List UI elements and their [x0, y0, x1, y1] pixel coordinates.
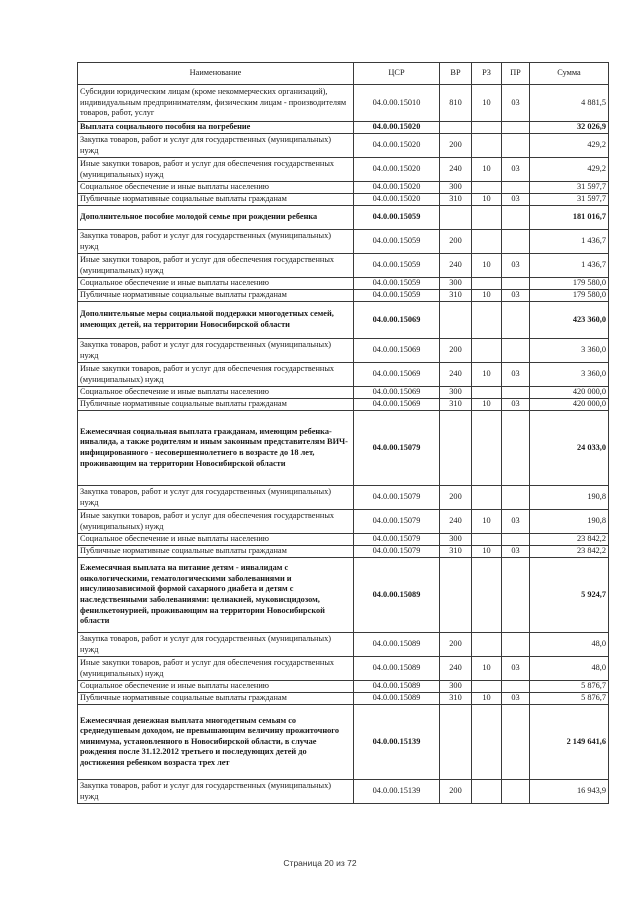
- cell-pr: [502, 230, 530, 254]
- cell-sum: 3 360,0: [530, 339, 609, 363]
- cell-vr: 310: [440, 546, 472, 558]
- cell-rz: [472, 534, 502, 546]
- table-row-section: [78, 302, 609, 339]
- cell-sum: 429,2: [530, 158, 609, 182]
- cell-rz: [472, 780, 502, 804]
- cell-rz: 10: [472, 290, 502, 302]
- table-row-section: [78, 705, 609, 780]
- cell-pr: [502, 633, 530, 657]
- cell-rz: 10: [472, 399, 502, 411]
- cell-vr: 200: [440, 486, 472, 510]
- cell-sum: 48,0: [530, 633, 609, 657]
- cell-sum: 31 597,7: [530, 182, 609, 194]
- cell-sum: 31 597,7: [530, 194, 609, 206]
- cell-pr: 03: [502, 363, 530, 387]
- table-row: [78, 510, 609, 534]
- cell-vr: 240: [440, 363, 472, 387]
- cell-csr: 04.0.00.15089: [354, 633, 440, 657]
- cell-pr: [502, 339, 530, 363]
- cell-rz: 10: [472, 254, 502, 278]
- cell-sum: 181 016,7: [530, 206, 609, 230]
- cell-vr: [440, 558, 472, 633]
- cell-vr: 200: [440, 780, 472, 804]
- cell-name: Ежемесячная социальная выплата гражданам, имеющим ребенка-инвалида, а также родителям и иным законным представителям ВИЧ-инфицированного - несовершеннолетнего в возрасте до 18 лет, проживающим на территории Новосибирской области: [78, 411, 354, 486]
- table-row-section: [78, 411, 609, 486]
- table-row: [78, 633, 609, 657]
- cell-rz: [472, 230, 502, 254]
- table-row: [78, 387, 609, 399]
- cell-vr: 200: [440, 339, 472, 363]
- cell-rz: [472, 278, 502, 290]
- cell-pr: 03: [502, 85, 530, 122]
- cell-sum: 190,8: [530, 486, 609, 510]
- cell-csr: 04.0.00.15139: [354, 780, 440, 804]
- cell-csr: 04.0.00.15089: [354, 693, 440, 705]
- cell-rz: 10: [472, 510, 502, 534]
- cell-vr: 300: [440, 534, 472, 546]
- cell-rz: [472, 411, 502, 486]
- cell-name: Закупка товаров, работ и услуг для государственных (муниципальных) нужд: [78, 230, 354, 254]
- cell-rz: 10: [472, 546, 502, 558]
- cell-rz: [472, 558, 502, 633]
- table-row: [78, 546, 609, 558]
- cell-pr: [502, 411, 530, 486]
- cell-sum: 23 842,2: [530, 546, 609, 558]
- cell-pr: 03: [502, 254, 530, 278]
- cell-name: Публичные нормативные социальные выплаты гражданам: [78, 399, 354, 411]
- table-row: [78, 278, 609, 290]
- cell-name: Иные закупки товаров, работ и услуг для обеспечения государственных (муниципальных) нужд: [78, 363, 354, 387]
- cell-vr: 240: [440, 657, 472, 681]
- header-pr: ПР: [502, 63, 530, 85]
- table-row: [78, 681, 609, 693]
- cell-sum: 48,0: [530, 657, 609, 681]
- table-row: [78, 158, 609, 182]
- header-rz: РЗ: [472, 63, 502, 85]
- cell-pr: 03: [502, 194, 530, 206]
- cell-sum: 1 436,7: [530, 230, 609, 254]
- cell-csr: 04.0.00.15020: [354, 194, 440, 206]
- cell-rz: [472, 705, 502, 780]
- cell-sum: 3 360,0: [530, 363, 609, 387]
- cell-name: Публичные нормативные социальные выплаты гражданам: [78, 290, 354, 302]
- cell-pr: [502, 206, 530, 230]
- cell-csr: 04.0.00.15089: [354, 558, 440, 633]
- table-row: [78, 693, 609, 705]
- cell-sum: 32 026,9: [530, 122, 609, 134]
- cell-pr: [502, 122, 530, 134]
- cell-csr: 04.0.00.15069: [354, 387, 440, 399]
- cell-name: Выплата социального пособия на погребение: [78, 122, 354, 134]
- cell-vr: [440, 206, 472, 230]
- cell-name: Закупка товаров, работ и услуг для государственных (муниципальных) нужд: [78, 486, 354, 510]
- cell-sum: 429,2: [530, 134, 609, 158]
- cell-csr: 04.0.00.15079: [354, 546, 440, 558]
- cell-name: Субсидии юридическим лицам (кроме некоммерческих организаций), индивидуальным предпринимателям, физическим лицам - производителям товаров, работ, услуг: [78, 85, 354, 122]
- cell-vr: 200: [440, 633, 472, 657]
- cell-pr: 03: [502, 657, 530, 681]
- cell-pr: [502, 387, 530, 399]
- cell-pr: [502, 182, 530, 194]
- table-row-section: [78, 558, 609, 633]
- cell-rz: [472, 302, 502, 339]
- cell-csr: 04.0.00.15059: [354, 254, 440, 278]
- cell-pr: [502, 534, 530, 546]
- cell-rz: [472, 134, 502, 158]
- cell-csr: 04.0.00.15020: [354, 134, 440, 158]
- cell-rz: [472, 387, 502, 399]
- table-row: [78, 134, 609, 158]
- table-row-section: [78, 206, 609, 230]
- cell-rz: [472, 681, 502, 693]
- cell-sum: 23 842,2: [530, 534, 609, 546]
- cell-sum: 420 000,0: [530, 399, 609, 411]
- table-row-section: [78, 122, 609, 134]
- cell-pr: 03: [502, 546, 530, 558]
- cell-name: Закупка товаров, работ и услуг для государственных (муниципальных) нужд: [78, 633, 354, 657]
- cell-name: Иные закупки товаров, работ и услуг для обеспечения государственных (муниципальных) нужд: [78, 657, 354, 681]
- budget-table: [77, 62, 609, 804]
- cell-csr: 04.0.00.15059: [354, 206, 440, 230]
- table-row: [78, 182, 609, 194]
- cell-vr: [440, 705, 472, 780]
- header-csr: ЦСР: [354, 63, 440, 85]
- cell-rz: [472, 339, 502, 363]
- cell-name: Социальное обеспечение и иные выплаты населению: [78, 387, 354, 399]
- cell-vr: 310: [440, 693, 472, 705]
- cell-vr: [440, 302, 472, 339]
- cell-csr: 04.0.00.15020: [354, 158, 440, 182]
- cell-csr: 04.0.00.15059: [354, 278, 440, 290]
- cell-csr: 04.0.00.15089: [354, 657, 440, 681]
- cell-name: Закупка товаров, работ и услуг для государственных (муниципальных) нужд: [78, 339, 354, 363]
- cell-rz: [472, 182, 502, 194]
- cell-vr: 310: [440, 399, 472, 411]
- cell-name: Иные закупки товаров, работ и услуг для обеспечения государственных (муниципальных) нужд: [78, 158, 354, 182]
- cell-rz: [472, 633, 502, 657]
- table-row: [78, 399, 609, 411]
- cell-sum: 16 943,9: [530, 780, 609, 804]
- cell-sum: 5 876,7: [530, 693, 609, 705]
- cell-pr: [502, 134, 530, 158]
- header-vr: ВР: [440, 63, 472, 85]
- cell-vr: 810: [440, 85, 472, 122]
- cell-name: Закупка товаров, работ и услуг для государственных (муниципальных) нужд: [78, 134, 354, 158]
- cell-name: Ежемесячная выплата на питание детям - инвалидам с онкологическими, гематологическими заболеваниями и инсулинозависимой формой сахарного диабета и детям с наследственными заболеваниями: целиакией, муковисцидозом, фенилкетонурией, проживающим на территории Новосибирской области: [78, 558, 354, 633]
- cell-name: Дополнительные меры социальной поддержки многодетных семей, имеющих детей, на территории Новосибирской области: [78, 302, 354, 339]
- cell-rz: 10: [472, 693, 502, 705]
- cell-csr: 04.0.00.15069: [354, 363, 440, 387]
- cell-sum: 420 000,0: [530, 387, 609, 399]
- cell-csr: 04.0.00.15020: [354, 122, 440, 134]
- cell-name: Закупка товаров, работ и услуг для государственных (муниципальных) нужд: [78, 780, 354, 804]
- cell-rz: [472, 486, 502, 510]
- cell-csr: 04.0.00.15089: [354, 681, 440, 693]
- cell-name: Социальное обеспечение и иные выплаты населению: [78, 278, 354, 290]
- cell-vr: 300: [440, 278, 472, 290]
- cell-sum: 1 436,7: [530, 254, 609, 278]
- cell-rz: [472, 122, 502, 134]
- table-row: [78, 657, 609, 681]
- header-sum: Сумма: [530, 63, 609, 85]
- table-row: [78, 194, 609, 206]
- cell-pr: [502, 681, 530, 693]
- cell-vr: 300: [440, 387, 472, 399]
- cell-pr: [502, 278, 530, 290]
- cell-pr: [502, 302, 530, 339]
- cell-csr: 04.0.00.15079: [354, 510, 440, 534]
- cell-name: Иные закупки товаров, работ и услуг для обеспечения государственных (муниципальных) нужд: [78, 254, 354, 278]
- cell-vr: 240: [440, 254, 472, 278]
- cell-vr: 300: [440, 182, 472, 194]
- cell-sum: 179 580,0: [530, 290, 609, 302]
- page-number: Страница 20 из 72: [283, 858, 357, 868]
- cell-sum: 190,8: [530, 510, 609, 534]
- cell-name: Публичные нормативные социальные выплаты гражданам: [78, 194, 354, 206]
- cell-csr: 04.0.00.15139: [354, 705, 440, 780]
- cell-csr: 04.0.00.15079: [354, 486, 440, 510]
- cell-pr: [502, 705, 530, 780]
- cell-name: Публичные нормативные социальные выплаты гражданам: [78, 546, 354, 558]
- cell-pr: 03: [502, 399, 530, 411]
- table-row: [78, 290, 609, 302]
- cell-csr: 04.0.00.15069: [354, 302, 440, 339]
- cell-vr: 310: [440, 290, 472, 302]
- table-body: [78, 85, 609, 804]
- cell-name: Дополнительное пособие молодой семье при рождении ребенка: [78, 206, 354, 230]
- cell-pr: [502, 780, 530, 804]
- cell-sum: 24 033,0: [530, 411, 609, 486]
- cell-vr: [440, 411, 472, 486]
- table-row: [78, 85, 609, 122]
- cell-csr: 04.0.00.15059: [354, 230, 440, 254]
- cell-name: Ежемесячная денежная выплата многодетным семьям со среднедушевым доходом, не превышающим величину прожиточного минимума, установленного в Новосибирской области, в случае рождения после 31.12.2012 третьего и последующих детей до достижения ребенком возраста трех лет: [78, 705, 354, 780]
- cell-csr: 04.0.00.15069: [354, 399, 440, 411]
- cell-sum: 5 876,7: [530, 681, 609, 693]
- header-name: Наименование: [78, 63, 354, 85]
- cell-rz: 10: [472, 158, 502, 182]
- table-row: [78, 339, 609, 363]
- cell-sum: 423 360,0: [530, 302, 609, 339]
- cell-rz: [472, 206, 502, 230]
- cell-name: Социальное обеспечение и иные выплаты населению: [78, 534, 354, 546]
- cell-vr: 240: [440, 510, 472, 534]
- cell-csr: 04.0.00.15079: [354, 534, 440, 546]
- cell-name: Социальное обеспечение и иные выплаты населению: [78, 182, 354, 194]
- cell-name: Иные закупки товаров, работ и услуг для обеспечения государственных (муниципальных) нужд: [78, 510, 354, 534]
- cell-pr: [502, 486, 530, 510]
- cell-vr: 300: [440, 681, 472, 693]
- cell-pr: 03: [502, 158, 530, 182]
- table-row: [78, 780, 609, 804]
- table-row: [78, 363, 609, 387]
- cell-csr: 04.0.00.15069: [354, 339, 440, 363]
- cell-pr: [502, 558, 530, 633]
- cell-rz: 10: [472, 85, 502, 122]
- cell-rz: 10: [472, 194, 502, 206]
- cell-csr: 04.0.00.15079: [354, 411, 440, 486]
- cell-sum: 2 149 641,6: [530, 705, 609, 780]
- cell-vr: 240: [440, 158, 472, 182]
- cell-csr: 04.0.00.15020: [354, 182, 440, 194]
- cell-rz: 10: [472, 657, 502, 681]
- cell-vr: 200: [440, 134, 472, 158]
- cell-rz: 10: [472, 363, 502, 387]
- table-row: [78, 230, 609, 254]
- cell-vr: 200: [440, 230, 472, 254]
- cell-sum: 5 924,7: [530, 558, 609, 633]
- cell-csr: 04.0.00.15010: [354, 85, 440, 122]
- table-row: [78, 486, 609, 510]
- cell-pr: 03: [502, 693, 530, 705]
- cell-vr: 310: [440, 194, 472, 206]
- cell-pr: 03: [502, 290, 530, 302]
- cell-sum: 179 580,0: [530, 278, 609, 290]
- cell-vr: [440, 122, 472, 134]
- cell-pr: 03: [502, 510, 530, 534]
- table-header-row: [78, 63, 609, 85]
- table-row: [78, 534, 609, 546]
- table-row: [78, 254, 609, 278]
- cell-name: Публичные нормативные социальные выплаты гражданам: [78, 693, 354, 705]
- cell-sum: 4 881,5: [530, 85, 609, 122]
- cell-name: Социальное обеспечение и иные выплаты населению: [78, 681, 354, 693]
- cell-csr: 04.0.00.15059: [354, 290, 440, 302]
